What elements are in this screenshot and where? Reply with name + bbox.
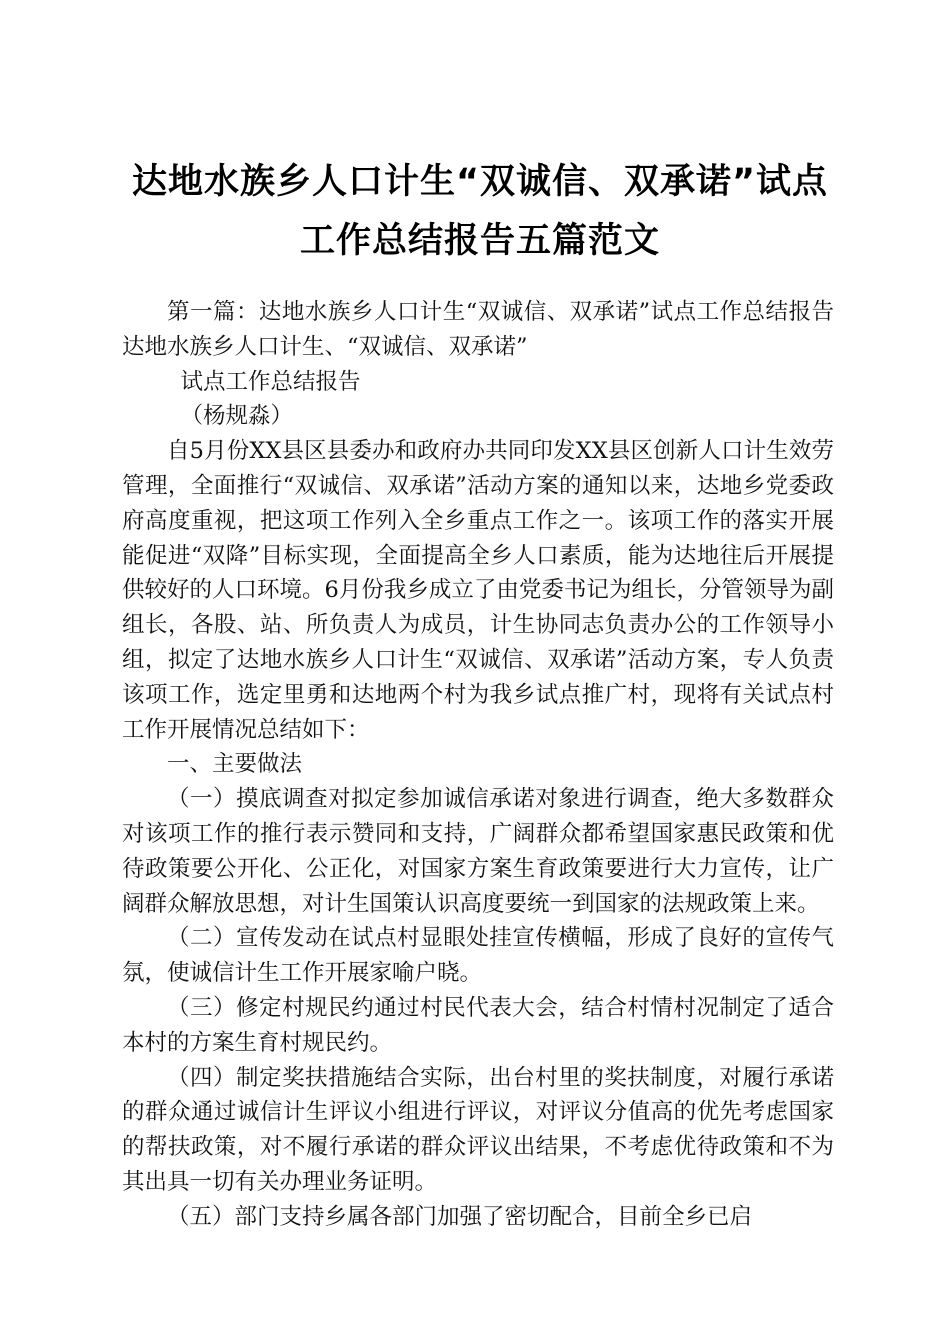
paragraph-chapter-heading: 第一篇：达地水族乡人口计生“双诚信、双承诺”试点工作总结报告达地水族乡人口计生、“双诚信、双承诺”: [122, 299, 834, 360]
document-title-line-2: 工作总结报告五篇范文: [299, 221, 660, 261]
paragraph-item-5: （五）部门支持乡属各部门加强了密切配合，目前全乡已启: [167, 1203, 753, 1230]
document-title-line-1: 达地水族乡人口计生“双诚信、双承诺”试点: [131, 162, 828, 202]
paragraph-item-4: （四）制定奖扶措施结合实际，出台村里的奖扶制度，对履行承诺的群众通过诚信计生评议小组进行评议，对评议分值高的优先考虑国家的帮扶政策，对不履行承诺的群众评议出结果，不考虑优待政策和不为其出具一切有关办理业务证明。: [122, 1064, 834, 1195]
paragraph-author: （杨规淼）: [180, 403, 294, 430]
paragraph-item-1: （一）摸底调查对拟定参加诚信承诺对象进行调查，绝大多数群众对该项工作的推行表示赞同和支持，广阔群众都希望国家惠民政策和优待政策要公开化、公正化，对国家方案生育政策要进行大力宣传，让广阔群众解放思想，对计生国策认识高度要统一到国家的法规政策上来。: [122, 786, 834, 917]
section-heading: 一、主要做法: [167, 751, 303, 778]
paragraph-report-title: 试点工作总结报告: [180, 368, 361, 395]
document-body: [122, 295, 834, 1235]
paragraph-item-3: （三）修定村规民约通过村民代表大会，结合村情村况制定了适合本村的方案生育村规民约。: [122, 994, 834, 1056]
paragraph-intro: 自5月份XX县区县委办和政府办共同印发XX县区创新人口计生效劳管理，全面推行“双诚信、双承诺”活动方案的通知以来，达地乡党委政府高度重视，把这项工作列入全乡重点工作之一。该项工作的落实开展能促进“双降”目标实现，全面提高全乡人口素质，能为达地往后开展提供较好的人口环境。6月份我乡成立了由党委书记为组长，分管领导为副组长，各股、站、所负责人为成员，计生协同志负责办公的工作领导小组，拟定了达地水族乡人口计生“双诚信、双承诺”活动方案，专人负责该项工作，选定里勇和达地两个村为我乡试点推广村，现将有关试点村工作开展情况总结如下：: [122, 438, 834, 743]
paragraph-item-2: （二）宣传发动在试点村显眼处挂宣传横幅，形成了良好的宣传气氛，使诚信计生工作开展家喻户晓。: [122, 925, 834, 987]
